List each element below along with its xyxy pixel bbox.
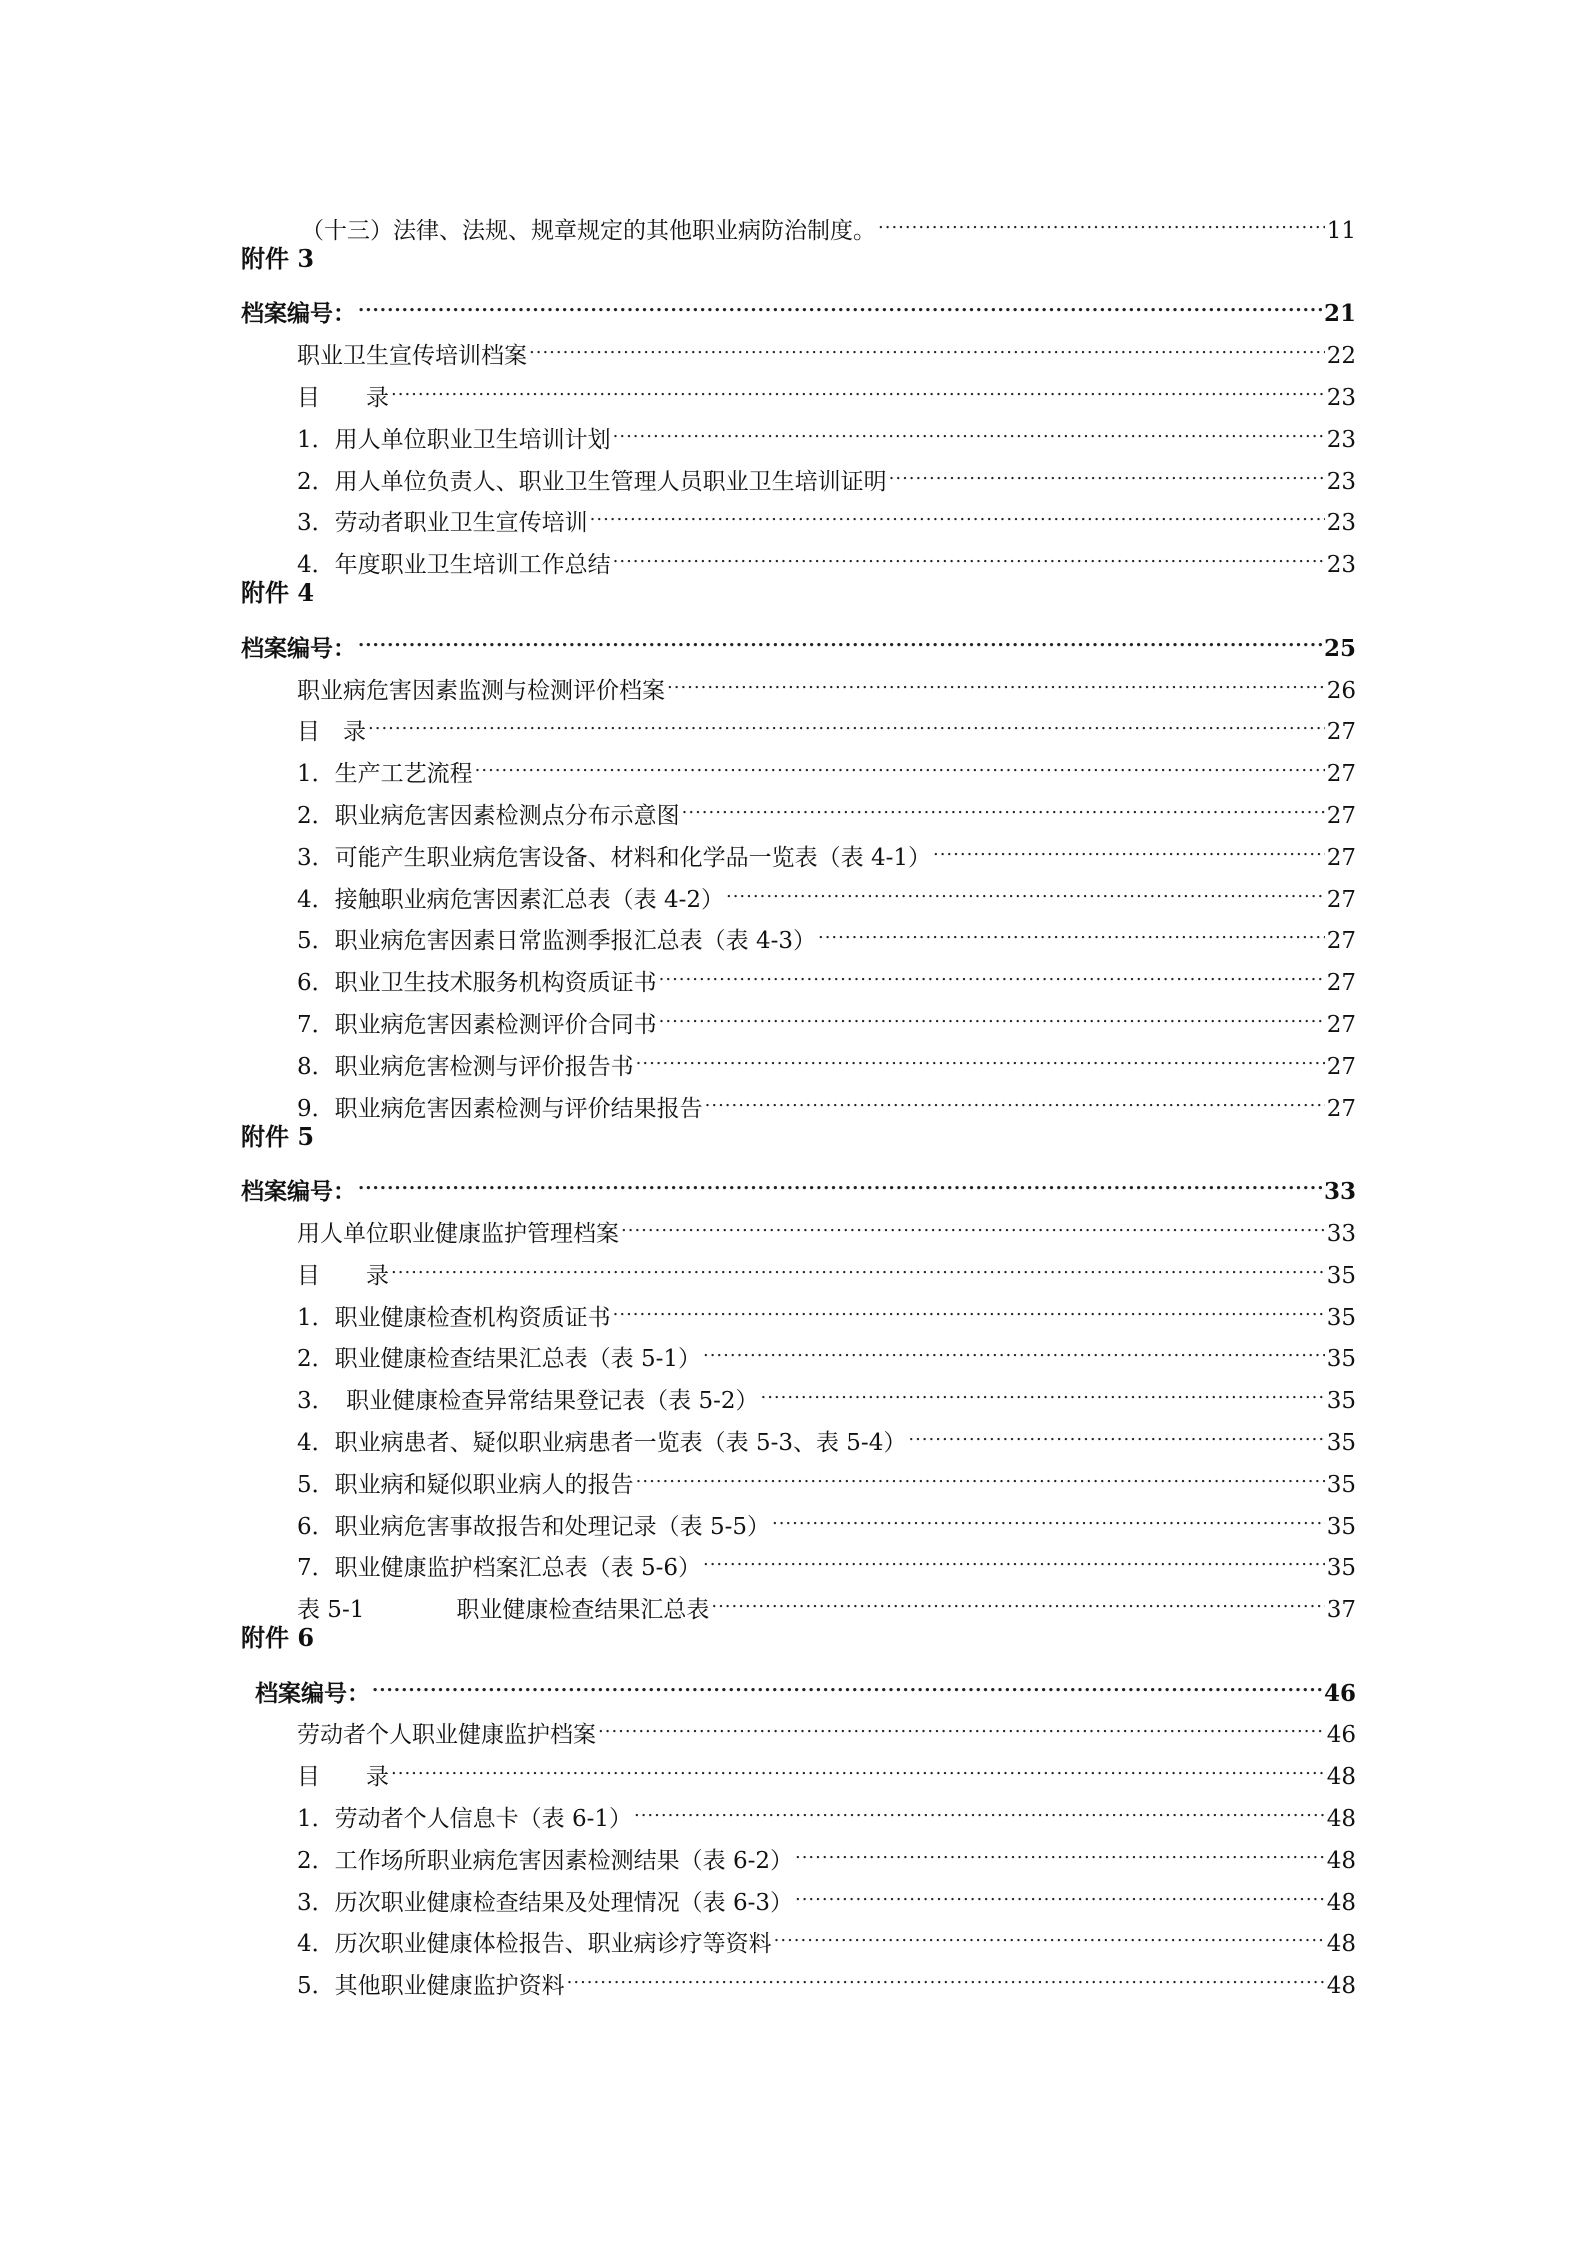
toc-entry[interactable]	[241, 363, 1356, 411]
toc-entry-page: 26	[1326, 677, 1356, 704]
toc-entry-page: 27	[1326, 886, 1356, 913]
toc-entry-page: 35	[1326, 1304, 1356, 1331]
dot-leader	[667, 656, 1325, 698]
attachment-heading: 附件 4	[241, 578, 315, 608]
toc-entry-title: 7．职业健康监护档案汇总表（表 5-6）	[297, 1555, 701, 1582]
toc-entry-page: 33	[1323, 1178, 1356, 1206]
dot-leader	[659, 948, 1325, 990]
toc-entry-page: 48	[1326, 1931, 1356, 1958]
toc-entry-title: 3．历次职业健康检查结果及处理情况（表 6-3）	[297, 1889, 793, 1916]
toc-entry-title: 1．劳动者个人信息卡（表 6-1）	[297, 1806, 632, 1833]
toc-entry-page: 46	[1323, 1679, 1356, 1707]
toc-entry-page: 48	[1326, 1973, 1356, 2000]
toc-entry[interactable]	[241, 1701, 1356, 1749]
toc-entry-title: 2．职业健康检查结果汇总表（表 5-1）	[297, 1346, 701, 1373]
dot-leader	[908, 1408, 1324, 1450]
dot-leader	[774, 1910, 1325, 1952]
toc-entry-page: 48	[1326, 1764, 1356, 1791]
toc-entry-title: 2．职业病危害因素检测点分布示意图	[297, 802, 680, 829]
toc-entry-page: 27	[1326, 928, 1356, 955]
toc-entry-page: 35	[1326, 1471, 1356, 1498]
toc-entry-title: 2．用人单位负责人、职业卫生管理人员职业卫生培训证明	[297, 468, 887, 495]
attachment-heading: 附件 5	[241, 1121, 315, 1151]
toc-entry-page: 23	[1326, 552, 1356, 579]
toc-entry-title: 8．职业病危害检测与评价报告书	[297, 1053, 634, 1080]
toc-entry-title: 6．职业卫生技术服务机构资质证书	[297, 970, 657, 997]
toc-entry-page: 46	[1326, 1722, 1356, 1749]
dot-leader	[889, 447, 1325, 489]
toc-entry-page: 35	[1326, 1555, 1356, 1582]
toc-entry-page: 27	[1326, 970, 1356, 997]
toc-entry-title: 6．职业病危害事故报告和处理记录（表 5-5）	[297, 1513, 770, 1540]
dot-leader	[795, 1868, 1325, 1910]
toc-entry-page: 11	[1326, 217, 1356, 244]
dot-leader	[818, 907, 1325, 949]
toc-entry-page: 35	[1326, 1429, 1356, 1456]
toc-entry[interactable]	[241, 1283, 1356, 1331]
archive-number-entry[interactable]	[241, 1157, 1356, 1206]
dot-leader	[475, 739, 1325, 781]
toc-entry-title: 1．职业健康检查机构资质证书	[297, 1304, 611, 1331]
toc-entry-title: 职业卫生宣传培训档案	[297, 343, 527, 370]
toc-entry-title: 5．其他职业健康监护资料	[297, 1973, 565, 2000]
dot-leader	[760, 1366, 1324, 1408]
toc-entry-page: 27	[1326, 719, 1356, 746]
dot-leader	[590, 489, 1325, 531]
dot-leader	[621, 1199, 1325, 1241]
toc-entry-page: 22	[1326, 343, 1356, 370]
toc-entry-page: 23	[1326, 510, 1356, 537]
dot-leader	[372, 1659, 1322, 1701]
toc-entry-title: 目 录	[297, 719, 366, 746]
toc-entry-title: 档案编号：	[241, 300, 356, 328]
toc-entry[interactable]	[241, 739, 1356, 788]
dot-leader	[613, 405, 1325, 447]
toc-entry[interactable]	[241, 1241, 1356, 1289]
toc-entry-title: 1．生产工艺流程	[297, 761, 473, 788]
toc-entry[interactable]	[241, 321, 1356, 370]
toc-entry-page: 35	[1326, 1262, 1356, 1289]
toc-entry-title: 5．职业病和疑似职业病人的报告	[297, 1471, 634, 1498]
toc-entry-title: 2．工作场所职业病危害因素检测结果（表 6-2）	[297, 1847, 793, 1874]
dot-leader	[358, 1157, 1322, 1199]
dot-leader	[391, 1742, 1325, 1784]
toc-entry-title: 4．接触职业病危害因素汇总表（表 4-2）	[297, 886, 724, 913]
toc-entry-title: 5．职业病危害因素日常监测季报汇总表（表 4-3）	[297, 928, 816, 955]
toc-entry[interactable]	[241, 1199, 1356, 1247]
dot-leader	[711, 1575, 1324, 1617]
toc-entry-page: 27	[1326, 1095, 1356, 1122]
dot-leader	[567, 1951, 1325, 1993]
toc-entry[interactable]	[241, 656, 1356, 704]
toc-entry-title: 职业病危害因素监测与检测评价档案	[297, 677, 665, 704]
dot-leader	[636, 1450, 1325, 1492]
toc-entry-page: 48	[1326, 1847, 1356, 1874]
toc-entry-title: 4．历次职业健康体检报告、职业病诊疗等资料	[297, 1931, 772, 1958]
toc-entry-title: 7．职业病危害因素检测评价合同书	[297, 1011, 657, 1038]
dot-leader	[726, 865, 1325, 907]
dot-leader	[636, 1032, 1325, 1074]
dot-leader	[933, 823, 1325, 865]
toc-entry-title: 1．用人单位职业卫生培训计划	[297, 426, 611, 453]
toc-entry-title: 档案编号：	[241, 1178, 356, 1206]
toc-entry-title: 目 录	[297, 1262, 389, 1289]
toc-entry-page: 33	[1326, 1220, 1356, 1247]
dot-leader	[878, 196, 1325, 238]
dot-leader	[613, 530, 1325, 572]
dot-leader	[391, 1241, 1325, 1283]
toc-entry-page: 23	[1326, 384, 1356, 411]
toc-entry-page: 48	[1326, 1889, 1356, 1916]
table-of-contents	[241, 196, 1356, 2000]
toc-entry[interactable]	[241, 1784, 1356, 1833]
toc-entry-page: 35	[1326, 1513, 1356, 1540]
toc-entry-title: 表 5-1 职业健康检查结果汇总表	[297, 1597, 710, 1624]
toc-entry[interactable]	[241, 405, 1356, 453]
toc-entry[interactable]	[241, 1742, 1356, 1791]
dot-leader	[358, 614, 1322, 656]
toc-entry-title: 目 录	[297, 384, 389, 411]
dot-leader	[772, 1492, 1325, 1534]
toc-entry-page: 23	[1326, 426, 1356, 453]
toc-entry-title: 3．可能产生职业病危害设备、材料和化学品一览表（表 4-1）	[297, 844, 931, 871]
toc-entry-page: 27	[1326, 844, 1356, 871]
dot-leader	[613, 1283, 1325, 1325]
toc-entry-page: 35	[1326, 1388, 1356, 1415]
toc-entry-page: 27	[1326, 1053, 1356, 1080]
toc-entry-title: 9．职业病危害因素检测与评价结果报告	[297, 1095, 703, 1122]
archive-number-entry[interactable]	[241, 1659, 1356, 1707]
dot-leader	[368, 698, 1325, 740]
toc-entry-title: 劳动者个人职业健康监护档案	[297, 1722, 596, 1749]
dot-leader	[529, 321, 1325, 363]
attachment-heading: 附件 6	[241, 1623, 315, 1653]
dot-leader	[682, 781, 1325, 823]
dot-leader	[634, 1784, 1325, 1826]
toc-entry-page: 37	[1326, 1597, 1356, 1624]
toc-entry-page: 27	[1326, 802, 1356, 829]
dot-leader	[659, 990, 1325, 1032]
toc-entry-title: （十三）法律、法规、规章规定的其他职业病防治制度。	[301, 217, 876, 244]
dot-leader	[358, 280, 1322, 322]
toc-entry-page: 25	[1323, 634, 1356, 662]
toc-entry-page: 48	[1326, 1806, 1356, 1833]
toc-entry-title: 3．劳动者职业卫生宣传培训	[297, 510, 588, 537]
dot-leader	[703, 1325, 1325, 1367]
toc-entry-page: 21	[1323, 300, 1356, 328]
toc-entry-title: 目 录	[297, 1764, 389, 1791]
dot-leader	[391, 363, 1325, 405]
toc-entry-title: 档案编号：	[255, 1679, 370, 1707]
dot-leader	[705, 1074, 1325, 1116]
attachment-heading: 附件 3	[241, 243, 315, 273]
dot-leader	[598, 1701, 1325, 1743]
dot-leader	[703, 1534, 1325, 1576]
toc-entry-title: 3． 职业健康检查异常结果登记表（表 5-2）	[297, 1388, 759, 1415]
dot-leader	[795, 1826, 1325, 1868]
toc-entry-title: 用人单位职业健康监护管理档案	[297, 1220, 619, 1247]
toc-entry-page: 35	[1326, 1346, 1356, 1373]
archive-number-entry[interactable]	[241, 280, 1356, 328]
toc-entry[interactable]	[241, 698, 1356, 746]
toc-entry-title: 档案编号：	[241, 634, 356, 662]
archive-number-entry[interactable]	[241, 614, 1356, 662]
toc-entry[interactable]	[241, 196, 1356, 244]
toc-entry-page: 27	[1326, 1011, 1356, 1038]
toc-entry-page: 27	[1326, 761, 1356, 788]
toc-entry-page: 23	[1326, 468, 1356, 495]
toc-entry-title: 4．年度职业卫生培训工作总结	[297, 552, 611, 579]
toc-entry-title: 4．职业病患者、疑似职业病患者一览表（表 5-3、表 5-4）	[297, 1429, 907, 1456]
